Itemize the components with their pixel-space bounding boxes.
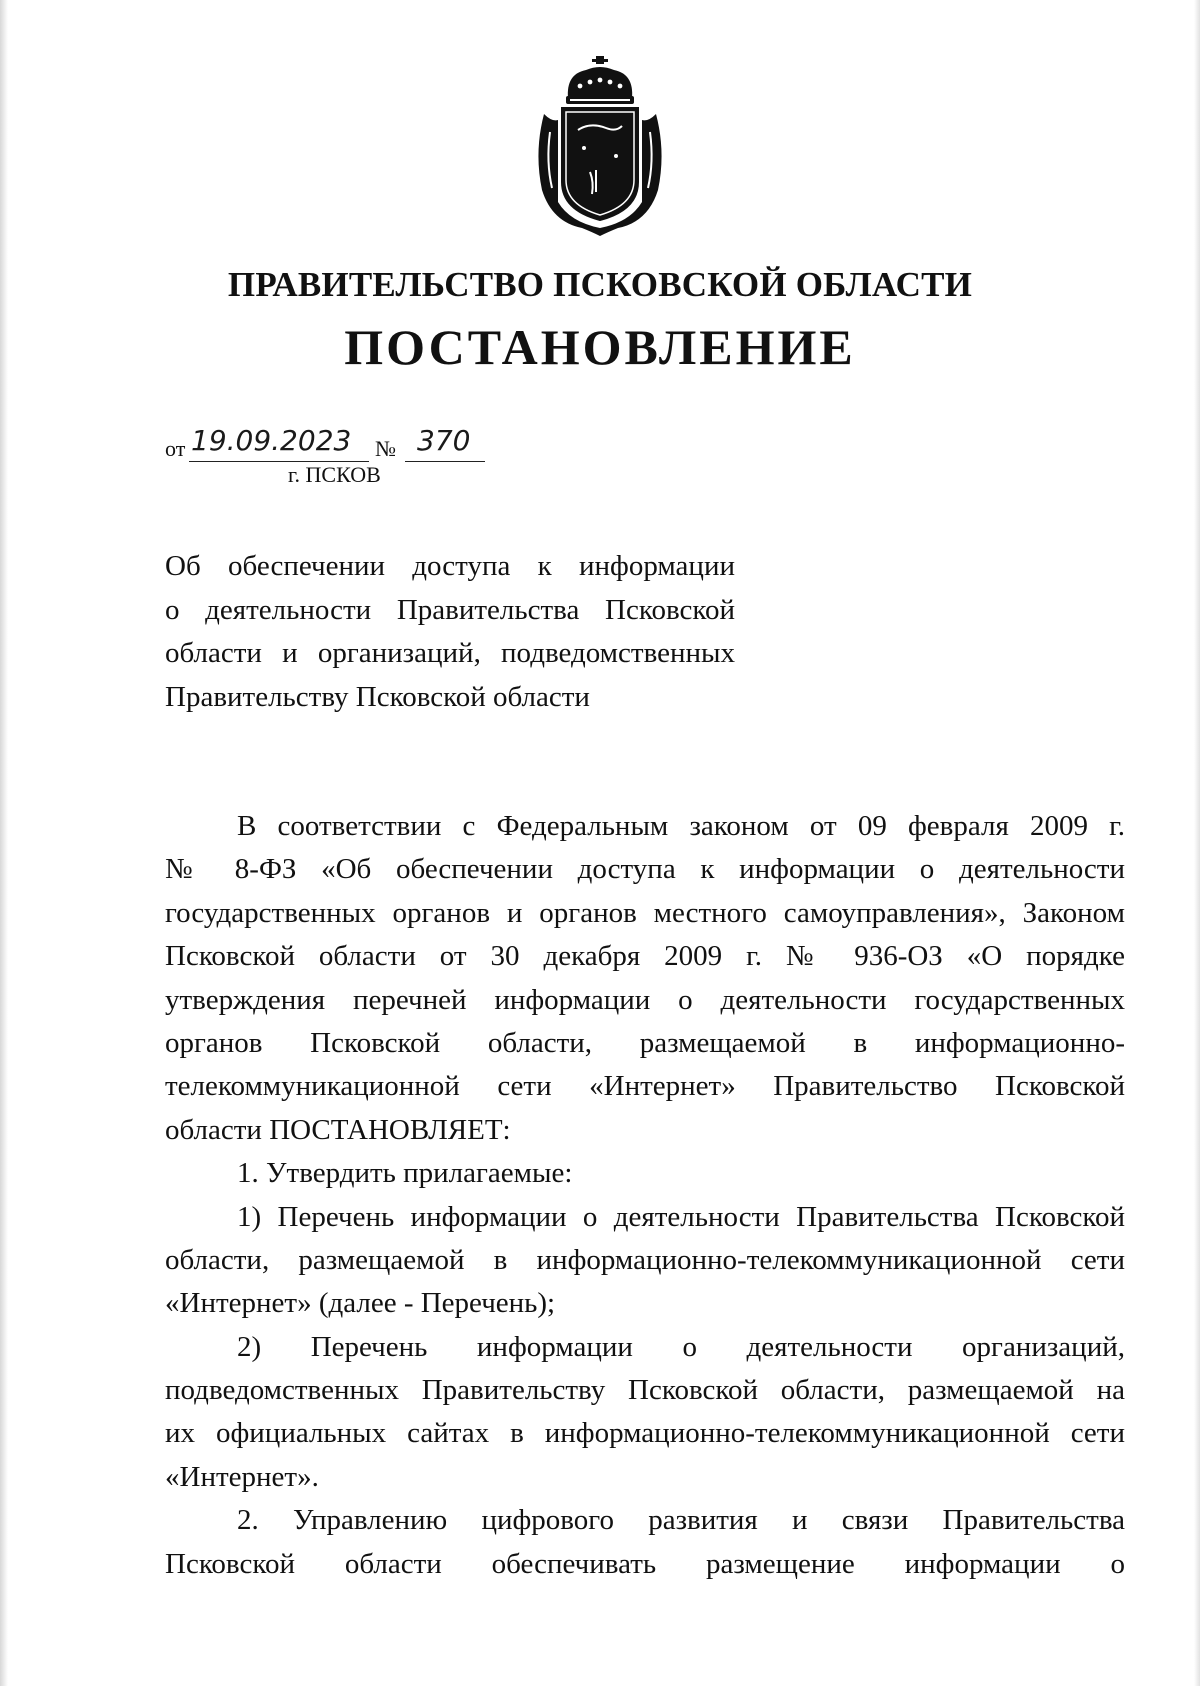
organization-title: ПРАВИТЕЛЬСТВО ПСКОВСКОЙ ОБЛАСТИ [227, 265, 973, 304]
document-type-title: ПОСТАНОВЛЕНИЕ [344, 319, 856, 375]
body-line: телекоммуникационной сети «Интернет» Правительство Псковской [165, 1070, 1125, 1103]
body-line: 2) Перечень информации о деятельности организаций, [237, 1330, 1125, 1363]
scan-edge-right [1194, 0, 1200, 1686]
body-line: области ПОСТАНОВЛЯЕТ: [165, 1113, 511, 1146]
scan-edge-left [0, 0, 8, 1686]
body-line: Псковской области обеспечивать размещение информации о [165, 1547, 1125, 1580]
city-label: г. ПСКОВ [288, 462, 381, 487]
body-line: государственных органов и органов местного самоуправления», Законом [165, 896, 1125, 929]
document-date: 19.09.2023 [191, 424, 352, 457]
body-line: Псковской области от 30 декабря 2009 г. № 936-ОЗ «О порядке [165, 940, 1125, 973]
body-line: области, размещаемой в информационно-телекоммуникационной сети [165, 1243, 1125, 1276]
body-line: их официальных сайтах в информационно-телекоммуникационной сети [165, 1417, 1125, 1450]
body-line: утверждения перечней информации о деятельности государственных [165, 983, 1125, 1016]
body-line: подведомственных Правительству Псковской области, размещаемой на [165, 1374, 1125, 1407]
body-line: «Интернет». [165, 1460, 319, 1493]
body-line: В соответствии с Федеральным законом от 09 февраля 2009 г. [237, 810, 1125, 842]
subject-line: области и организаций, подведомственных [165, 637, 735, 669]
body-line: 1) Перечень информации о деятельности Правительства Псковской [237, 1200, 1125, 1233]
body-line: органов Псковской области, размещаемой в информационно- [165, 1026, 1125, 1059]
document-subject [165, 545, 735, 719]
subject-line: Правительству Псковской области [165, 680, 590, 713]
number-underline [405, 461, 485, 462]
subject-line: Об обеспечении доступа к информации [165, 550, 735, 582]
coat-of-arms-icon [530, 52, 670, 238]
date-prefix: от [165, 436, 186, 461]
subject-line: о деятельности Правительства Псковской [165, 593, 735, 626]
document-number: 370 [417, 424, 471, 457]
number-prefix: № [375, 436, 396, 461]
document-body [165, 805, 1125, 1586]
body-line: 2. Управлению цифрового развития и связи Правительства [237, 1504, 1125, 1537]
body-line: 1. Утвердить прилагаемые: [237, 1157, 573, 1190]
body-line: № 8-ФЗ «Об обеспечении доступа к информации о деятельности [165, 853, 1125, 886]
body-line: «Интернет» (далее - Перечень); [165, 1287, 556, 1320]
